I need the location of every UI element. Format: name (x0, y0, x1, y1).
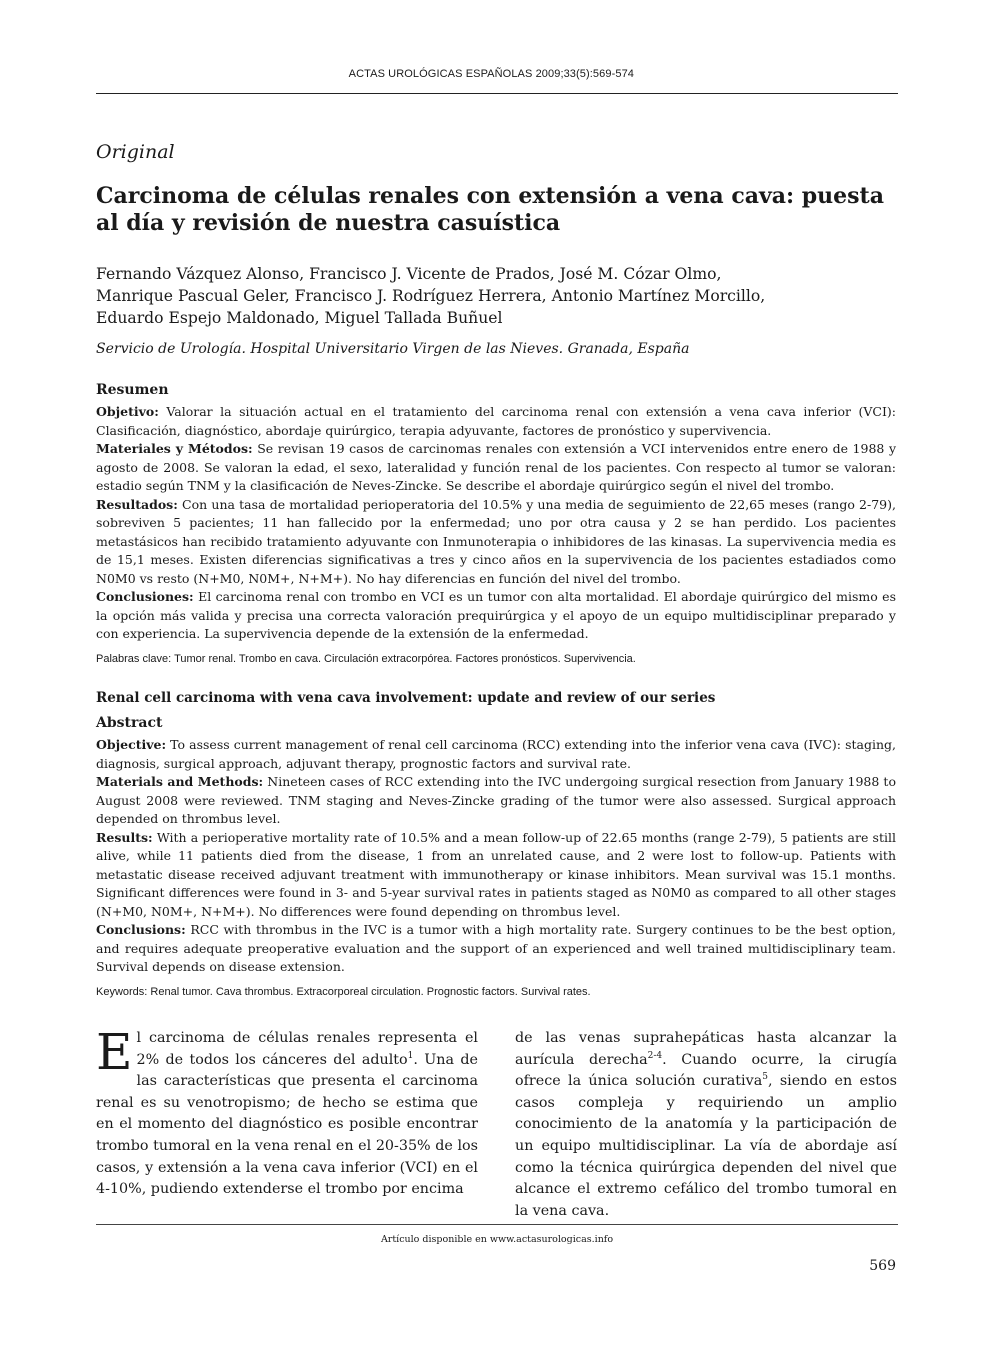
body-text: l carcinoma de células renales representa el 2% de todos los cánceres del adulto (136, 1030, 478, 1068)
page-number: 569 (869, 1258, 896, 1274)
body-column-right (515, 1028, 897, 1222)
article-title: Carcinoma de células renales con extensión a vena cava: puesta al día y revisión de nuestra casuística (96, 183, 884, 236)
results-label: Results: (96, 829, 153, 845)
metodos-text: Se revisan 19 casos de carcinomas renales con extensión a VCI intervenidos entre enero de 1988 y agosto de 2008. Se valoran la edad, el sexo, lateralidad y función renal de los pacientes. Con respecto al tumor se valoran: estadio según TNM y la clasificación de Neves-Zincke. Se describe el abordaje quirúrgico según el nivel del trombo. (96, 441, 897, 493)
abstract-conclusions (96, 921, 896, 977)
body-text: . Una de las características que presenta el carcinoma renal es su venotropismo; de hecho se estima que en el momento del diagnóstico es posible encontrar trombo tumoral en la vena renal en el 20-35% de los casos, y extensión a la vena cava inferior (VCI) en el 4-10%, pudiendo extenderse el trombo por encima (96, 1051, 478, 1198)
keywords: Keywords: Renal tumor. Cava thrombus. Extracorporeal circulation. Prognostic factors. Survival rates. (96, 986, 591, 998)
objetivo-label: Objetivo: (96, 404, 159, 419)
methods-label: Materials and Methods: (96, 774, 264, 789)
resumen-section (96, 381, 896, 644)
resumen-heading: Resumen (96, 382, 169, 398)
abstract-heading: Abstract (96, 715, 163, 731)
resumen-resultados (96, 496, 896, 589)
english-title: Renal cell carcinoma with vena cava involvement: update and review of our series (96, 690, 716, 706)
citation-ref: 5 (762, 1072, 768, 1083)
abstract-section (96, 714, 896, 977)
article-section-label: Original (96, 141, 175, 163)
body-text: de las venas suprahepáticas hasta alcanzar la aurícula derecha (515, 1030, 897, 1068)
author-list (96, 263, 896, 329)
drop-cap: E (96, 1023, 133, 1081)
resultados-text: Con una tasa de mortalidad perioperatoria del 10.5% y una media de seguimiento de 22,65 meses (rango 2-79), sobreviven 5 pacientes; 11 han fallecido por la enfermedad; uno por otra causa y 2 se han perdido. Los pacientes metastásicos han recibido tratamiento adyuvante con Inmunoterapia o inhibidores de las kinasas. La supervivencia media es de 15,1 meses. Existen diferencias significativas a tres y cinco años en la supervivencia de los pacientes estadiados como N0M0 vs resto (N+M0, N0M+, N+M+). No hay diferencias en función del nivel del trombo. (96, 496, 896, 586)
header-divider (96, 93, 898, 94)
conclusiones-label: Conclusiones: (96, 589, 194, 604)
conclusions-label: Conclusions: (96, 922, 186, 937)
conclusiones-text: El carcinoma renal con trombo en VCI es un tumor con alta mortalidad. El abordaje quirúrgico del mismo es la opción más valida y precisa una correcta valoración prequirúrgica y el apoyo de un equipo multidisciplinar preparado y con experiencia. La supervivencia depende de la extensión de la enfermedad. (96, 589, 896, 641)
resumen-objetivo (96, 403, 896, 440)
objective-label: Objective: (96, 737, 167, 752)
metodos-label: Materiales y Métodos: (96, 441, 253, 456)
author-line: Eduardo Espejo Maldonado, Miguel Tallada Buñuel (96, 309, 503, 327)
palabras-clave: Palabras clave: Tumor renal. Trombo en cava. Circulación extracorpórea. Factores pronósticos. Supervivencia. (96, 653, 636, 665)
resumen-metodos (96, 440, 896, 496)
resumen-conclusiones (96, 588, 896, 644)
conclusions-text: RCC with thrombus in the IVC is a tumor with a high mortality rate. Surgery continues to be the best option, and requires adequate preoperative evaluation and the support of an experienced and well trained multidisciplinary team. Survival depends on disease extension. (96, 922, 896, 974)
results-text: With a perioperative mortality rate of 10.5% and a mean follow-up of 22.65 months (range 2-79), 5 patients are still alive, while 11 patients died from the disease, 1 from an unrelated cause, and 2 were lost to follow-up. Patients with metastatic disease received adjuvant treatment with immunotherapy or kinase inhibitors. Mean survival was 15.1 months. Significant differences were found in 3- and 5-year survival rates in patients staged as N0M0 as compared to all other stages (N+M0, N0M+, N+M+). No differences were found depending on thrombus level. (96, 829, 896, 919)
abstract-objective (96, 736, 896, 773)
abstract-methods (96, 773, 896, 829)
author-line: Fernando Vázquez Alonso, Francisco J. Vicente de Prados, José M. Cózar Olmo, (96, 265, 722, 283)
body-text: . Cuando ocurre, la cirugía ofrece la única solución curativa (515, 1051, 898, 1090)
methods-text: Nineteen cases of RCC extending into the IVC undergoing surgical resection from January 1988 to August 2008 were reviewed. TNM staging and Neves-Zincke grading of the tumor were also assessed. Surgical approach depended on thrombus level. (96, 774, 896, 826)
objective-text: To assess current management of renal cell carcinoma (RCC) extending into the inferior vena cava (IVC): staging, diagnosis, surgical approach, adjuvant therapy, prognostic factors and survival rate. (96, 737, 896, 771)
affiliation: Servicio de Urología. Hospital Universitario Virgen de las Nieves. Granada, España (96, 341, 690, 357)
body-text: , siendo en estos casos compleja y requiriendo un amplio conocimiento de la anatomía y la participación de un equipo multidisciplinar. La vía de abordaje así como la técnica quirúrgica dependen del nivel que alcance el extremo cefálico del trombo tumoral en la vena cava. (515, 1073, 897, 1219)
footer-divider (96, 1224, 898, 1225)
body-column-left (96, 1023, 478, 1201)
citation-ref: 2-4 (647, 1050, 663, 1061)
citation-ref: 1 (407, 1050, 414, 1061)
abstract-results (96, 829, 896, 922)
author-line: Manrique Pascual Geler, Francisco J. Rodríguez Herrera, Antonio Martínez Morcillo, (96, 287, 766, 305)
journal-citation: ACTAS UROLÓGICAS ESPAÑOLAS 2009;33(5):569-574 (348, 68, 634, 80)
resultados-label: Resultados: (96, 496, 178, 512)
availability-note: Artículo disponible en www.actasurologicas.info (380, 1234, 614, 1245)
objetivo-text: Valorar la situación actual en el tratamiento del carcinoma renal con extensión a vena cava inferior (VCI): Clasificación, diagnóstico, abordaje quirúrgico, terapia adyuvante, factores de pronóstico y supervivencia. (96, 404, 896, 438)
